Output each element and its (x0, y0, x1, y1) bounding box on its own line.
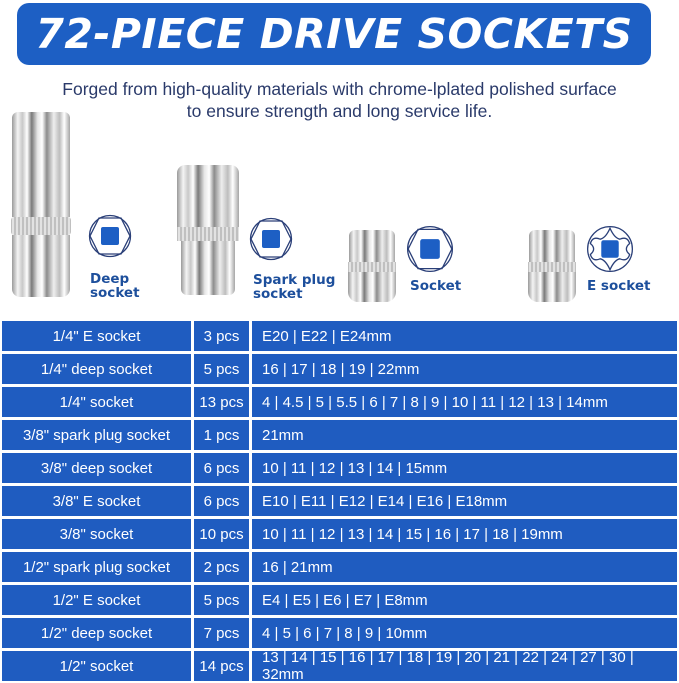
product-showcase (0, 120, 679, 315)
socket-sizes: 4 | 5 | 6 | 7 | 8 | 9 | 10mm (252, 618, 677, 648)
socket-sizes: 13 | 14 | 15 | 16 | 17 | 18 | 19 | 20 | 21 | 22 | 24 | 27 | 30 | 32mm (252, 651, 677, 681)
deep-socket-label: Deep socket (90, 271, 140, 301)
socket-type: 3/8" E socket (2, 486, 191, 516)
piece-count: 14 pcs (194, 651, 249, 681)
socket-sizes: 4 | 4.5 | 5 | 5.5 | 6 | 7 | 8 | 9 | 10 | 11 | 12 | 13 | 14mm (252, 387, 677, 417)
table-row (2, 486, 677, 516)
table-row (2, 387, 677, 417)
table-row (2, 618, 677, 648)
socket-type: 3/8" socket (2, 519, 191, 549)
table-row (2, 354, 677, 384)
e-socket-label: E socket (587, 278, 651, 294)
piece-count: 5 pcs (194, 585, 249, 615)
spark-plug-socket-image (175, 165, 241, 295)
socket-specs-table (2, 321, 677, 681)
socket-type: 1/2" E socket (2, 585, 191, 615)
hex-square-drive-icon (406, 225, 454, 273)
piece-count: 6 pcs (194, 486, 249, 516)
table-row (2, 453, 677, 483)
socket-sizes: 21mm (252, 420, 677, 450)
piece-count: 10 pcs (194, 519, 249, 549)
hex-square-drive-icon (249, 217, 293, 261)
table-row (2, 651, 677, 681)
piece-count: 6 pcs (194, 453, 249, 483)
title-banner (17, 3, 651, 65)
e-socket-image (527, 230, 577, 302)
socket-type: 1/2" spark plug socket (2, 552, 191, 582)
socket-label: Socket (410, 278, 462, 294)
piece-count: 13 pcs (194, 387, 249, 417)
piece-count: 2 pcs (194, 552, 249, 582)
deep-socket-image (8, 112, 74, 297)
socket-sizes: E4 | E5 | E6 | E7 | E8mm (252, 585, 677, 615)
socket-type: 1/2" deep socket (2, 618, 191, 648)
subtitle (0, 78, 679, 122)
socket-image (347, 230, 397, 302)
table-row (2, 519, 677, 549)
piece-count: 5 pcs (194, 354, 249, 384)
socket-type: 3/8" deep socket (2, 453, 191, 483)
hex-square-drive-icon (88, 214, 132, 258)
torx-star-square-drive-icon (586, 225, 634, 273)
socket-sizes: E10 | E11 | E12 | E14 | E16 | E18mm (252, 486, 677, 516)
socket-sizes: 10 | 11 | 12 | 13 | 14 | 15 | 16 | 17 | 18 | 19mm (252, 519, 677, 549)
page-title: 72-PIECE DRIVE SOCKETS (35, 10, 633, 58)
table-row (2, 420, 677, 450)
socket-type: 1/4" deep socket (2, 354, 191, 384)
table-row (2, 321, 677, 351)
socket-sizes: E20 | E22 | E24mm (252, 321, 677, 351)
socket-type: 1/2" socket (2, 651, 191, 681)
table-row (2, 585, 677, 615)
subtitle-line-1: Forged from high-quality materials with chrome-lplated polished surface (62, 79, 617, 99)
piece-count: 7 pcs (194, 618, 249, 648)
spark-plug-socket-label: Spark plug socket (253, 272, 336, 302)
socket-type: 1/4" socket (2, 387, 191, 417)
subtitle-line-2: to ensure strength and long service life. (186, 101, 493, 121)
socket-sizes: 16 | 21mm (252, 552, 677, 582)
socket-sizes: 16 | 17 | 18 | 19 | 22mm (252, 354, 677, 384)
piece-count: 1 pcs (194, 420, 249, 450)
socket-type: 3/8" spark plug socket (2, 420, 191, 450)
piece-count: 3 pcs (194, 321, 249, 351)
socket-sizes: 10 | 11 | 12 | 13 | 14 | 15mm (252, 453, 677, 483)
socket-type: 1/4" E socket (2, 321, 191, 351)
table-row (2, 552, 677, 582)
